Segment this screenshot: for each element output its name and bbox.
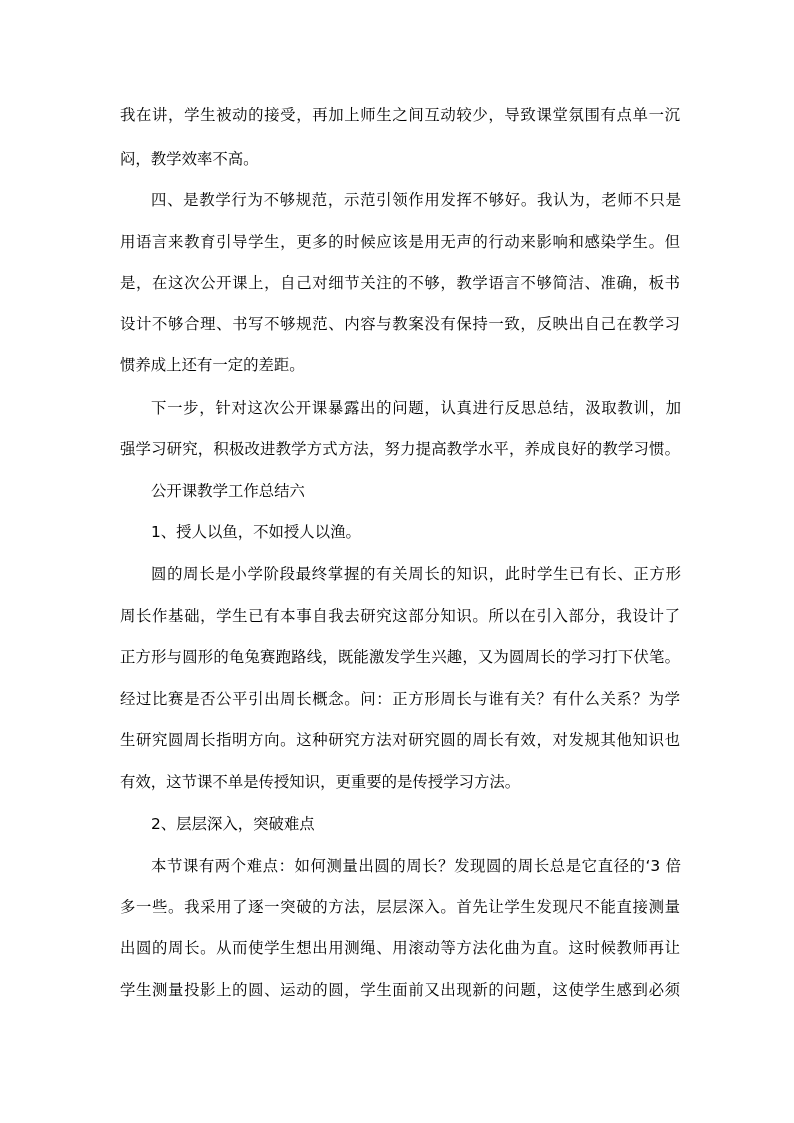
section-heading: 公开课教学工作总结六: [151, 482, 305, 500]
paragraph-line: 强学习研究，积极改进教学方式方法，努力提高教学水平，养成良好的教学习惯。: [120, 440, 680, 458]
paragraph-line: 周长作基础，学生已有本事自我去研究这部分知识。所以在引入部分，我设计了: [120, 607, 680, 625]
subheading: 1、授人以鱼，不如授人以渔。: [151, 523, 361, 541]
paragraph-line: 出圆的周长。从而使学生想出用测绳、用滚动等方法化曲为直。这时候教师再让: [120, 939, 680, 957]
paragraph-line: 我在讲，学生被动的接受，再加上师生之间互动较少，导致课堂氛围有点单一沉: [120, 106, 680, 124]
paragraph-line: 用语言来教育引导学生，更多的时候应该是用无声的行动来影响和感染学生。但: [120, 233, 680, 251]
paragraph-line: 多一些。我采用了逐一突破的方法，层层深入。首先让学生发现尺不能直接测量: [120, 898, 680, 916]
paragraph-line: 经过比赛是否公平引出周长概念。问：正方形周长与谁有关？有什么关系？为学: [120, 690, 680, 708]
paragraph-line: 有效，这节课不单是传授知识，更重要的是传授学习方法。: [120, 773, 521, 791]
paragraph-line: 正方形与圆形的龟兔赛跑路线，既能激发学生兴趣，又为圆周长的学习打下伏笔。: [120, 648, 680, 666]
paragraph-line: 设计不够合理、书写不够规范、内容与教案没有保持一致，反映出自己在教学习: [120, 315, 680, 333]
paragraph-line: 闷，教学效率不高。: [120, 150, 259, 168]
paragraph-line: 圆的周长是小学阶段最终掌握的有关周长的知识，此时学生已有长、正方形: [151, 565, 681, 583]
subheading: 2、层层深入，突破难点: [151, 815, 315, 833]
paragraph-line: 学生测量投影上的圆、运动的圆，学生面前又出现新的问题，这使学生感到必须: [120, 981, 680, 999]
paragraph-line: 四、是教学行为不够规范，示范引领作用发挥不够好。我认为，老师不只是: [151, 191, 681, 209]
paragraph-line: 惯养成上还有一定的差距。: [120, 356, 305, 374]
paragraph-line: 是，在这次公开课上，自己对细节关注的不够，教学语言不够简洁、准确，板书: [120, 274, 680, 292]
paragraph-line: 下一步，针对这次公开课暴露出的问题，认真进行反思总结，汲取教训，加: [151, 399, 681, 417]
paragraph-line: 生研究圆周长指明方向。这种研究方法对研究圆的周长有效，对发规其他知识也: [120, 731, 680, 749]
paragraph-line: 本节课有两个难点：如何测量出圆的周长？发现圆的周长总是它直径的‘3 倍: [151, 857, 681, 875]
